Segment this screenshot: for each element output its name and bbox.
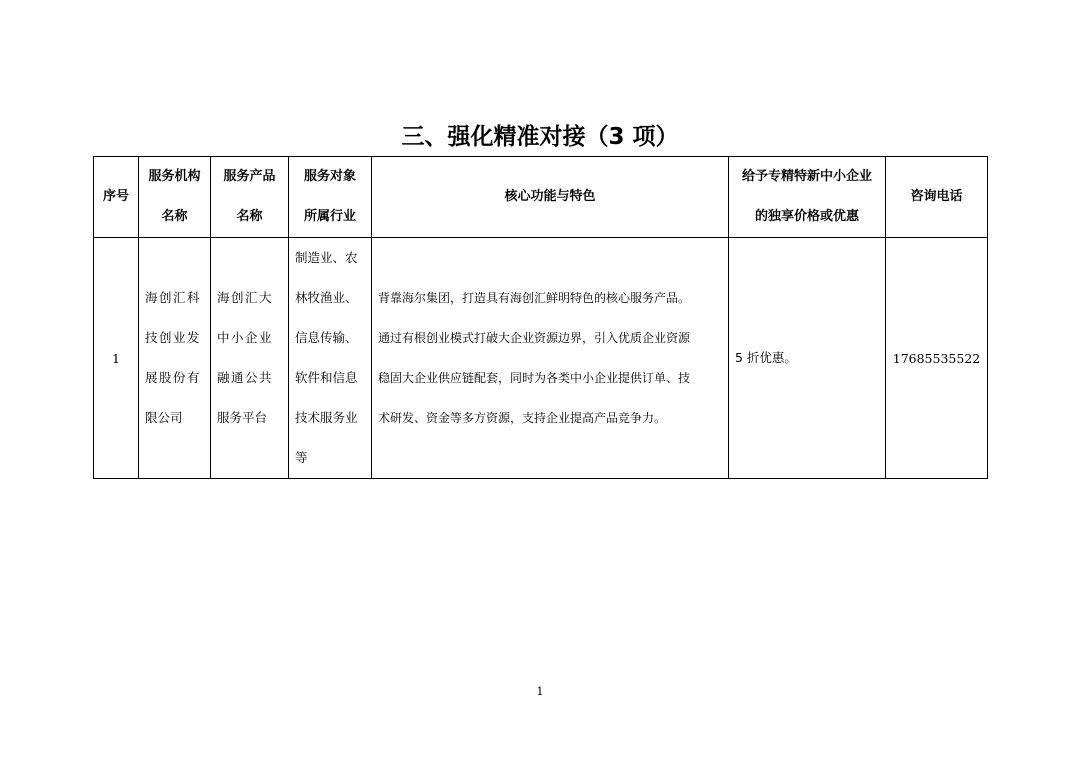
page-number: 1 (536, 685, 544, 698)
page-title: 三、强化精准对接（3 项） (401, 124, 679, 150)
cell-discount (729, 238, 886, 479)
institution-line-2: 技创业发 (145, 330, 202, 345)
header-institution-line-2: 名称 (161, 209, 188, 224)
cell-industry (289, 238, 372, 479)
product-line-4: 服务平台 (217, 410, 268, 425)
header-features-label: 核心功能与特色 (504, 189, 596, 204)
product-line-1: 海创汇大 (217, 290, 274, 305)
service-table (93, 156, 988, 479)
header-index-label: 序号 (102, 189, 129, 204)
header-product-line-1: 服务产品 (223, 169, 276, 184)
header-product (211, 157, 289, 238)
product-line-3: 融通公共 (217, 370, 274, 385)
header-discount-line-1: 给予专精特新中小企业 (741, 169, 872, 184)
header-industry-line-2: 所属行业 (303, 209, 356, 224)
industry-line-1: 制造业、农 (295, 250, 358, 265)
institution-line-3: 展股份有 (145, 370, 202, 385)
cell-institution (139, 238, 211, 479)
header-index (94, 157, 139, 238)
industry-line-5: 技术服务业 (295, 410, 358, 425)
table-row (94, 238, 988, 479)
header-row (94, 157, 988, 238)
cell-phone: 17685535522 (886, 238, 988, 479)
header-industry (289, 157, 372, 238)
header-phone-label: 咨询电话 (910, 189, 963, 204)
features-line-3: 稳固大企业供应链配套，同时为各类中小企业提供订单、技 (378, 371, 691, 385)
header-discount (729, 157, 886, 238)
industry-line-4: 软件和信息 (295, 370, 358, 385)
features-line-2: 通过有根创业模式打破大企业资源边界，引入优质企业资源 (378, 331, 691, 345)
industry-line-3: 信息传输、 (295, 330, 358, 345)
discount-text: 5 折优惠。 (735, 350, 797, 365)
header-phone (886, 157, 988, 238)
header-discount-line-2: 的独享价格或优惠 (754, 209, 859, 224)
header-industry-line-1: 服务对象 (303, 169, 356, 184)
header-features (372, 157, 729, 238)
institution-line-1: 海创汇科 (145, 290, 202, 305)
features-line-1: 背靠海尔集团，打造具有海创汇鲜明特色的核心服务产品。 (378, 291, 691, 305)
product-line-2: 中小企业 (217, 330, 274, 345)
cell-features (372, 238, 729, 479)
industry-line-2: 林牧渔业、 (295, 290, 358, 305)
header-product-line-2: 名称 (236, 209, 263, 224)
header-institution (139, 157, 211, 238)
institution-line-4: 限公司 (145, 410, 183, 425)
cell-index: 1 (94, 238, 139, 479)
features-line-4: 术研发、资金等多方资源，支持企业提高产品竞争力。 (378, 411, 667, 425)
cell-product (211, 238, 289, 479)
header-institution-line-1: 服务机构 (148, 169, 201, 184)
industry-line-6: 等 (295, 450, 308, 465)
